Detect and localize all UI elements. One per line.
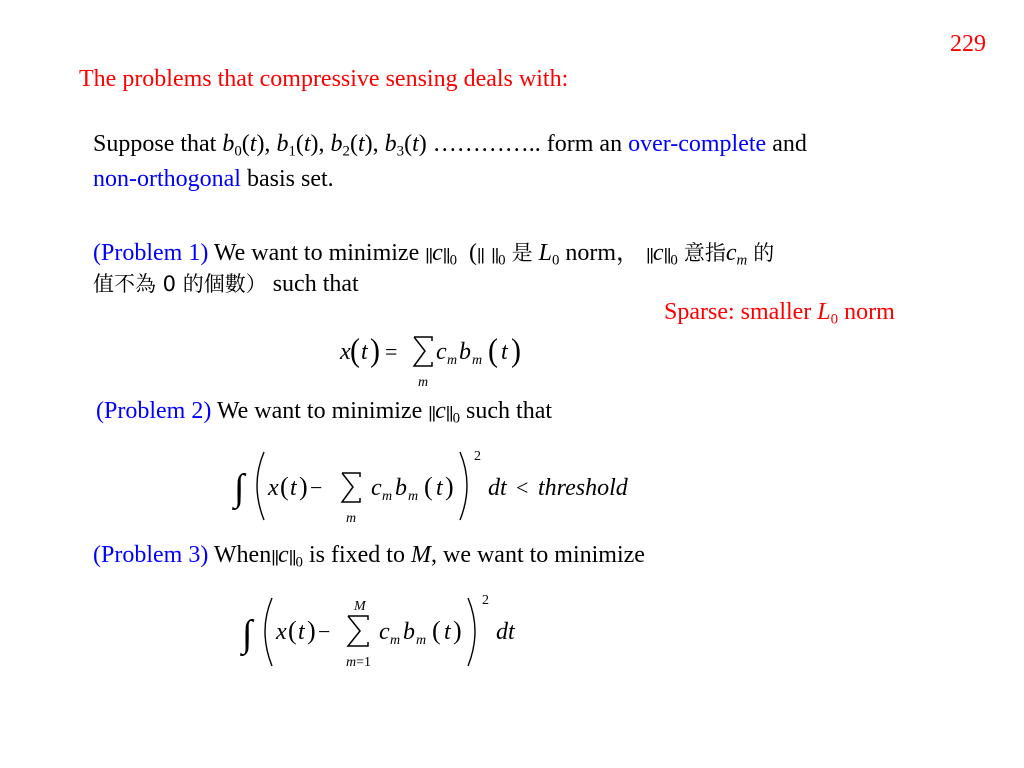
svg-text:m: m [472, 353, 483, 368]
intro-text-and: and [772, 131, 807, 157]
svg-text:(: ( [424, 472, 433, 501]
norm-c-0: $||c||_0$ [425, 240, 458, 269]
svg-text:m: m [390, 633, 401, 648]
intro-text-form: form an [546, 131, 623, 157]
problem1-label: (Problem 1) [93, 240, 209, 266]
meaning-tail-cjk: 的 [753, 241, 775, 265]
problem3-text-minimize: , we want to minimize [430, 542, 645, 568]
svg-text:b: b [395, 475, 407, 501]
svg-text:∫: ∫ [234, 467, 245, 509]
norm-c-0-b: $||c||_0$ [646, 240, 678, 269]
svg-text:<: < [516, 475, 529, 500]
svg-text:t: t [444, 619, 451, 645]
svg-text:=: = [385, 339, 398, 364]
intro-line-1 [93, 131, 807, 158]
svg-text:∫: ∫ [242, 613, 253, 655]
svg-text:b: b [459, 339, 471, 365]
term-non-orthogonal: non-orthogonal [93, 166, 241, 192]
ellipsis-dots: ………….. [432, 131, 541, 157]
svg-text:m: m [408, 489, 419, 504]
intro-text-basis: basis set. [246, 166, 334, 192]
problem3-M: M [410, 542, 431, 568]
svg-text:t: t [436, 475, 443, 501]
sparse-note-text: Sparse: smaller [664, 299, 812, 325]
svg-text:(: ( [432, 616, 441, 645]
svg-text:m: m [416, 633, 427, 648]
problem1-line-1: (Problem 1) We want to minimize $||c||_0$ (|| $||_0$ 是 $L_0$ norm， $||c||_0$ 意指$c_m$ 的 [93, 240, 775, 269]
svg-text:t: t [501, 339, 508, 365]
problem3-line [93, 542, 645, 569]
svg-text:−: − [318, 619, 331, 644]
svg-text:dt: dt [496, 619, 515, 645]
svg-text:(: ( [280, 472, 289, 501]
term-over-complete: over-complete [628, 131, 767, 157]
svg-text:x: x [340, 339, 351, 365]
problem3-text-when: When [213, 542, 272, 568]
svg-text:−: − [310, 475, 323, 500]
svg-text:): ) [511, 331, 521, 369]
problem2-text-want: We want to minimize [216, 398, 423, 424]
svg-text:t: t [298, 619, 305, 645]
meaning-cjk: 意指 [683, 241, 726, 265]
svg-text:): ) [453, 616, 462, 645]
svg-text:(: ( [350, 331, 360, 369]
svg-text:m: m [447, 353, 458, 368]
count-nonzero-cjk: 值不為 0 的個數） [93, 272, 267, 296]
svg-text:m: m [346, 511, 357, 526]
sparse-l0-symbol: $L_0$ [817, 299, 839, 328]
svg-text:): ) [370, 331, 380, 369]
sparse-note [664, 299, 895, 326]
svg-text:c: c [371, 475, 382, 501]
intro-line-2 [93, 166, 334, 193]
problem2-norm-c-0: $||c||_0$ [428, 398, 461, 427]
svg-text:): ) [307, 616, 316, 645]
svg-text:): ) [299, 472, 308, 501]
sparse-norm-word: norm [844, 299, 895, 325]
svg-text:c: c [379, 619, 390, 645]
intro-text-suppose: Suppose that [93, 131, 217, 157]
norm-word: norm， [565, 240, 641, 266]
problem2-label: (Problem 2) [96, 398, 212, 424]
basis-functions: $b_0(t)$, $b_1(t)$, $b_2(t)$, $b_3(t)$ [222, 131, 427, 160]
problem2-line [96, 398, 552, 425]
l0-symbol: $L_0$ [538, 240, 560, 269]
svg-text:): ) [445, 472, 454, 501]
svg-text:m: m [418, 375, 429, 390]
svg-text:m: m [382, 489, 393, 504]
svg-text:m=1: m=1 [346, 655, 372, 670]
svg-text:(: ( [488, 331, 498, 369]
svg-text:c: c [436, 339, 447, 365]
equation-signal-expansion [330, 326, 550, 392]
problem1-line-2 [93, 268, 359, 298]
svg-text:b: b [403, 619, 415, 645]
svg-text:t: t [361, 339, 368, 365]
page-number: 229 [950, 31, 986, 57]
problem3-text-fixed: is fixed to [308, 542, 405, 568]
problem3-norm-c-0: $||c||_0$ [271, 542, 303, 571]
svg-text:dt: dt [488, 475, 507, 501]
problem1-such-that: such that [272, 271, 359, 297]
svg-text:x: x [268, 475, 279, 501]
equation-threshold-constraint [228, 440, 668, 532]
svg-text:2: 2 [474, 449, 481, 464]
svg-text:(: ( [288, 616, 297, 645]
svg-text:2: 2 [482, 593, 489, 608]
c-m-symbol: $c_m$ [725, 240, 748, 269]
norm-is-cjk: 是 [511, 241, 533, 265]
problem2-such-that: such that [466, 398, 553, 424]
svg-text:x: x [276, 619, 287, 645]
svg-text:M: M [354, 599, 366, 614]
equation-objective-fixed-M [236, 586, 536, 680]
slide-title: The problems that compressive sensing deals with: [79, 66, 569, 92]
threshold-word: threshold [538, 475, 628, 501]
problem1-text-want: We want to minimize [213, 240, 420, 266]
svg-text:t: t [290, 475, 297, 501]
problem3-label: (Problem 3) [93, 542, 209, 568]
